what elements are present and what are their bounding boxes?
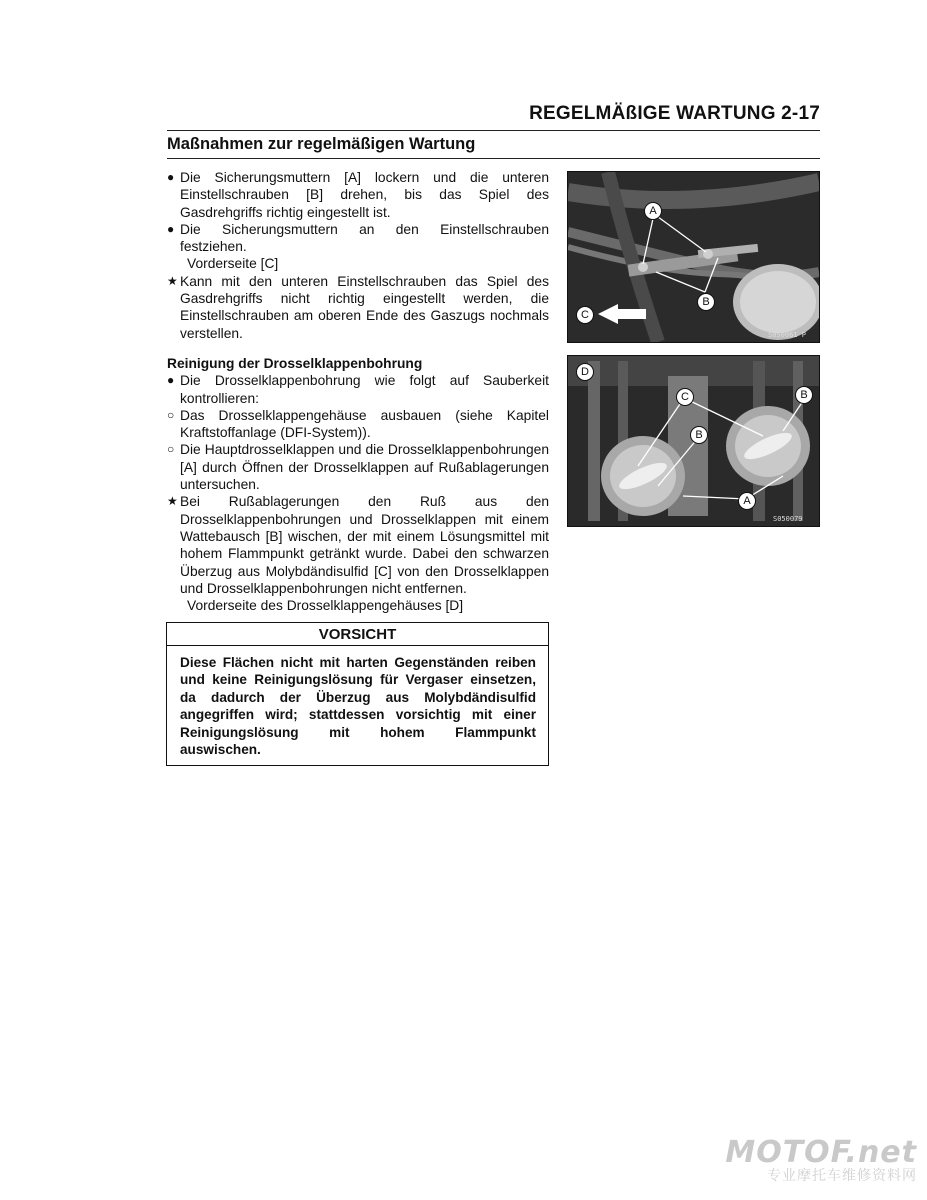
label-a: A xyxy=(644,202,662,220)
watermark-logo: MOTOF.net xyxy=(725,1135,917,1170)
caution-title: VORSICHT xyxy=(167,623,548,646)
label-a: A xyxy=(738,492,756,510)
label-b: B xyxy=(690,426,708,444)
label-b: B xyxy=(795,386,813,404)
star-icon: ★ xyxy=(167,494,178,509)
caution-box xyxy=(166,622,549,766)
list-item: ● Die Sicherungsmuttern [A] lockern und die unteren Einstellschrauben [B] drehen, bis das Spiel des Gasdrehgriffs richtig eingestellt ist. xyxy=(167,170,549,220)
circle-icon: ○ xyxy=(167,442,175,457)
bullet-icon: ● xyxy=(167,373,175,388)
photo-throttle-cable xyxy=(567,171,820,343)
label-b: B xyxy=(697,293,715,311)
list-item: ● Die Drosselklappenbohrung wie folgt auf Sauberkeit kontrollieren: xyxy=(167,373,549,406)
page-header-title: REGELMÄßIGE WARTUNG 2-17 xyxy=(529,103,820,124)
section-rule xyxy=(167,158,820,159)
watermark-subtitle: 专业摩托车维修资料网 xyxy=(767,1168,917,1184)
watermark xyxy=(725,1135,917,1184)
text-block-1 xyxy=(167,169,549,614)
note-line: Vorderseite des Drosselklappengehäuses [D] xyxy=(187,598,464,614)
bullet-icon: ● xyxy=(167,170,175,184)
list-item: ○ Die Hauptdrosselklappen und die Drosselklappenbohrungen [A] durch Öffnen der Drosselklappen auf Rußablagerungen untersuchen. xyxy=(167,442,549,493)
subheading: Reinigung der Drosselklappenbohrung xyxy=(167,355,423,371)
list-item: ★ Kann mit den unteren Einstellschrauben das Spiel des Gasdrehgriffs nicht richtig eingestellt werden, die Einstellschrauben am oberen Ende des Gaszugs nochmals verstellen. xyxy=(167,273,549,341)
header-rule xyxy=(167,130,820,131)
list-item: ○ Das Drosselklappengehäuse ausbauen (siehe Kapitel Kraftstoffanlage (DFI-System)). xyxy=(167,407,549,441)
circle-icon: ○ xyxy=(167,407,175,422)
note-line: Vorderseite [C] xyxy=(187,256,279,272)
list-item: ● Die Sicherungsmuttern an den Einstellschrauben festziehen. xyxy=(167,221,549,255)
list-item: ★ Bei Rußablagerungen den Ruß aus den Drosselklappenbohrungen und Drosselklappen mit einem Wattebausch [B] wischen, der mit einem Lösungsmittel mit hohem Flammpunkt getränkt wurde. Dabei den schwarzen Überzug aus Molybdändisulfid [C] von den Drosselklappen und Drosselklappenbohrungen nicht entfernen. xyxy=(167,494,549,596)
photo-throttle-body xyxy=(567,355,820,527)
caution-text: Diese Flächen nicht mit harten Gegenständen reiben und keine Reinigungslösung für Vergaser einsetzen, da dadurch der Überzug aus Molybdändisulfid angegriffen wird; stattdessen vorsichtig mit einer Reinigungslösung mit hohem Flammpunkt auswischen. xyxy=(180,655,536,758)
label-c: C xyxy=(676,388,694,406)
section-title: Maßnahmen zur regelmäßigen Wartung xyxy=(167,135,476,153)
label-c: C xyxy=(576,306,594,324)
photo-code: S050079 xyxy=(773,515,803,523)
label-d: D xyxy=(576,363,594,381)
bullet-icon: ● xyxy=(167,221,175,236)
photo-code: S050061 P xyxy=(768,331,806,339)
star-icon: ★ xyxy=(167,273,178,288)
